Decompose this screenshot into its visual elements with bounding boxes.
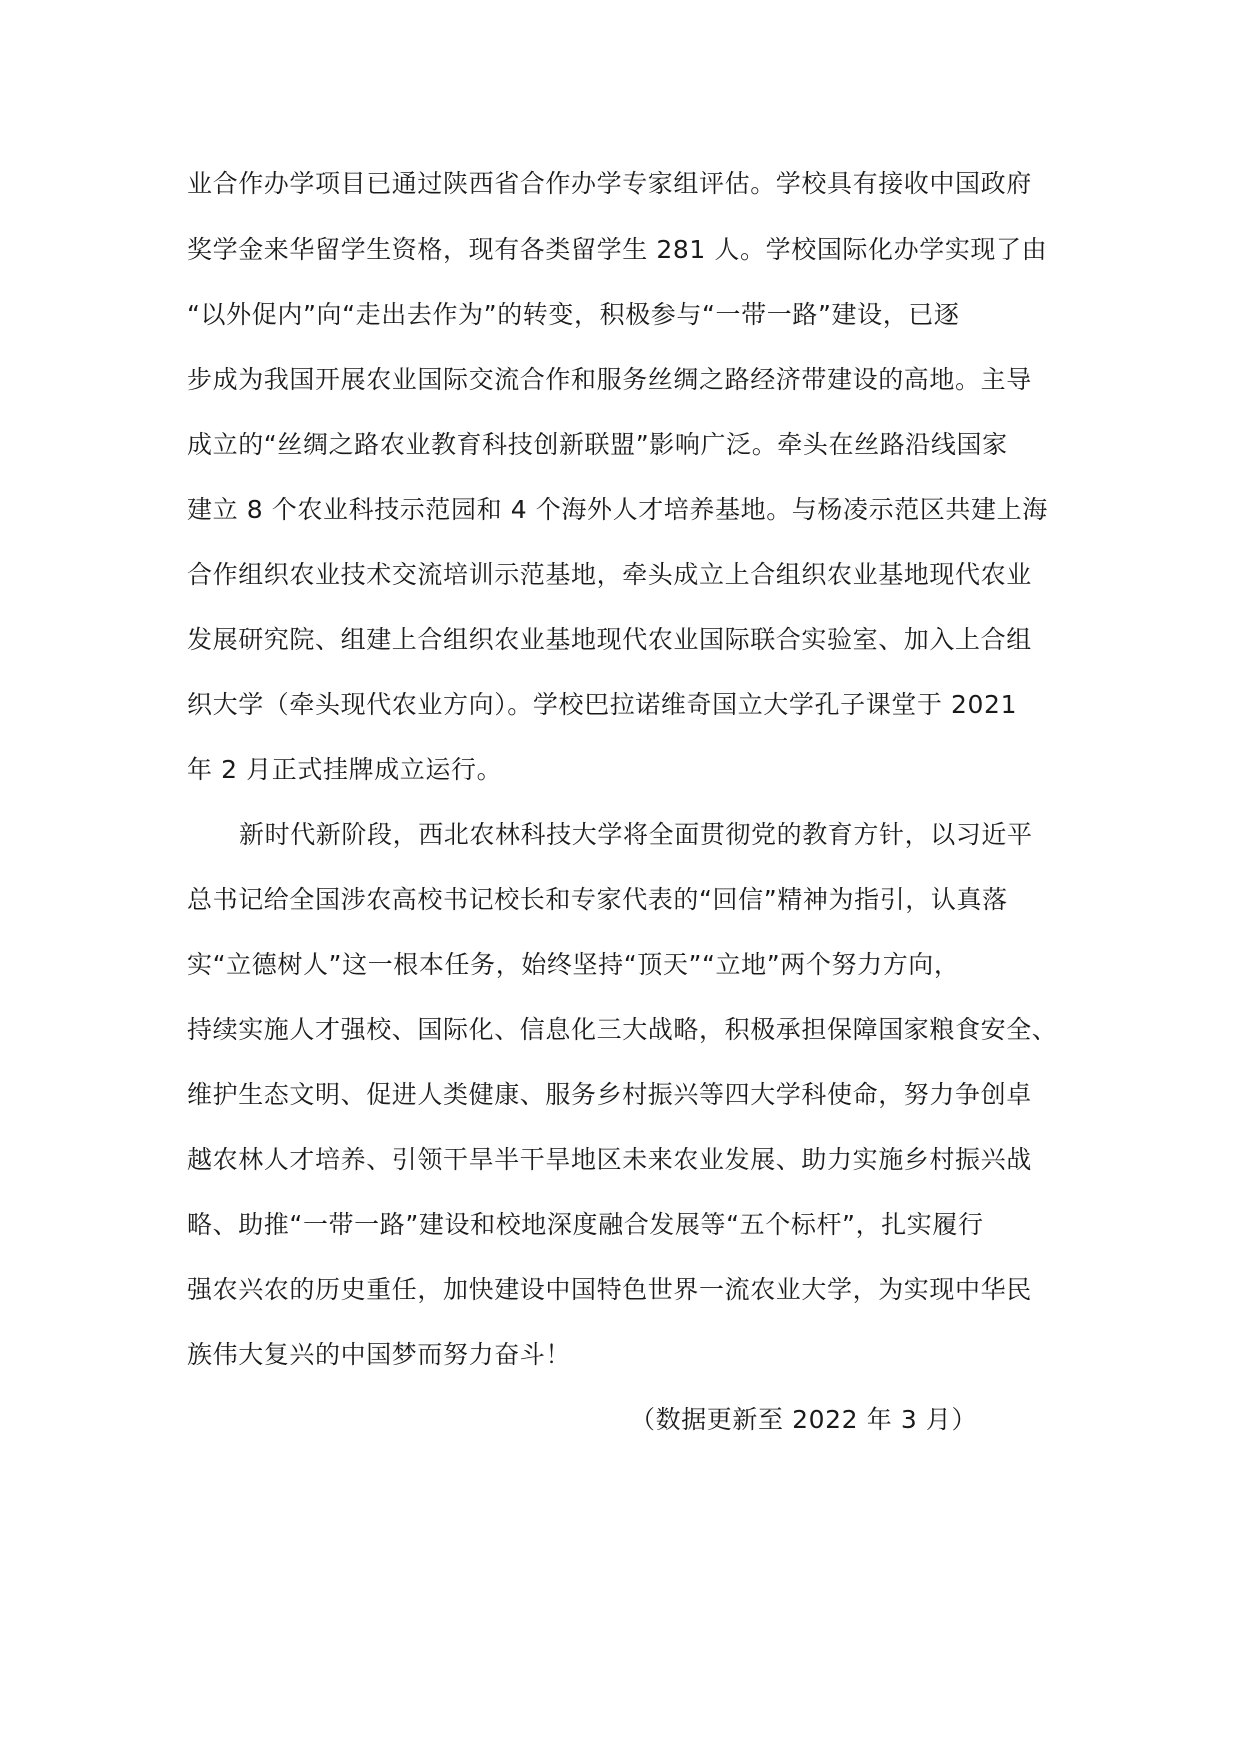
text-line: 新时代新阶段，西北农林科技大学将全面贯彻党的教育方针，以习近平 xyxy=(239,820,1033,849)
text-line: 族伟大复兴的中国梦而努力奋斗！ xyxy=(187,1340,572,1369)
text-line: “以外促内”向“走出去作为”的转变，积极参与“一带一路”建设，已逐 xyxy=(187,300,960,329)
text-line: 合作组织农业技术交流培训示范基地，牵头成立上合组织农业基地现代农业 xyxy=(187,560,1032,589)
text-line: 奖学金来华留学生资格，现有各类留学生 281 人。学校国际化办学实现了由 xyxy=(187,235,1048,264)
update-note: （数据更新至 2022 年 3 月） xyxy=(630,1405,978,1434)
text-line: 持续实施人才强校、国际化、信息化三大战略，积极承担保障国家粮食安全、 xyxy=(187,1015,1058,1044)
text-line: 维护生态文明、促进人类健康、服务乡村振兴等四大学科使命，努力争创卓 xyxy=(187,1080,1032,1109)
text-line: 总书记给全国涉农高校书记校长和专家代表的“回信”精神为指引，认真落 xyxy=(187,885,1008,914)
text-line: 略、助推“一带一路”建设和校地深度融合发展等“五个标杆”，扎实履行 xyxy=(187,1210,984,1239)
text-line: 发展研究院、组建上合组织农业基地现代农业国际联合实验室、加入上合组 xyxy=(187,625,1032,654)
text-line: 越农林人才培养、引领干旱半干旱地区未来农业发展、助力实施乡村振兴战 xyxy=(187,1145,1032,1174)
text-line: 实“立德树人”这一根本任务，始终坚持“顶天”“立地”两个努力方向， xyxy=(187,950,960,979)
text-line: 年 2 月正式挂牌成立运行。 xyxy=(187,755,503,784)
text-line: 成立的“丝绸之路农业教育科技创新联盟”影响广泛。牵头在丝路沿线国家 xyxy=(187,430,1008,459)
text-line: 业合作办学项目已通过陕西省合作办学专家组评估。学校具有接收中国政府 xyxy=(187,169,1032,198)
text-line: 步成为我国开展农业国际交流合作和服务丝绸之路经济带建设的高地。主导 xyxy=(187,365,1032,394)
text-line: 织大学（牵头现代农业方向）。学校巴拉诺维奇国立大学孔子课堂于 2021 xyxy=(187,690,1018,719)
text-line: 建立 8 个农业科技示范园和 4 个海外人才培养基地。与杨凌示范区共建上海 xyxy=(187,495,1048,524)
text-line: 强农兴农的历史重任，加快建设中国特色世界一流农业大学，为实现中华民 xyxy=(187,1275,1032,1304)
